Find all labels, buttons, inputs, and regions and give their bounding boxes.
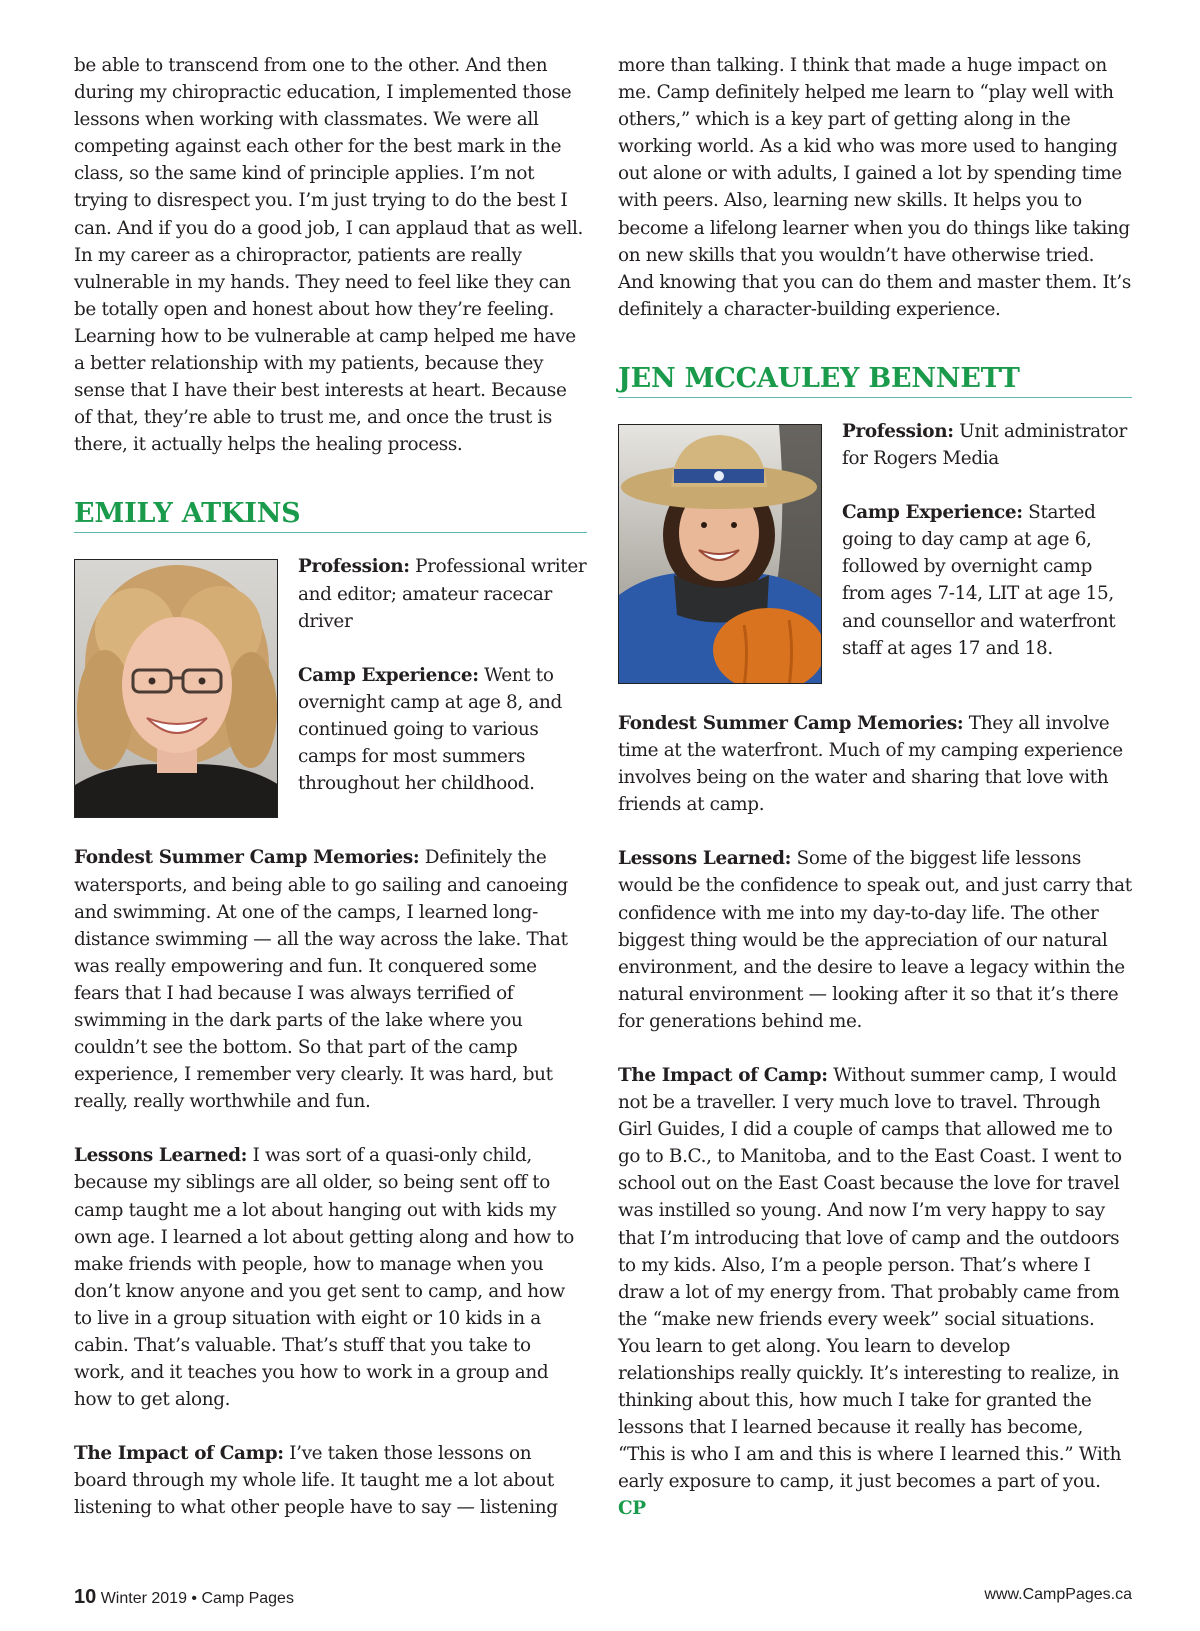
profile-heading-emily-atkins: EMILY ATKINS [74,497,587,533]
lessons-paragraph-jen [618,845,1132,1035]
profile-heading-jen-mccauley-bennett: JEN MCCAULEY BENNETT [618,362,1132,398]
profession-value: Unit administrator for Rogers Media [842,420,1127,470]
right-column [618,52,1132,1523]
portrait-illustration-jen [619,425,822,684]
lessons-label: Lessons Learned: [74,1145,248,1167]
profession-value: Professional writer and editor; amateur racecar driver [298,556,587,632]
left-column [74,52,587,1522]
camp-experience-label: Camp Experience: [842,502,1023,524]
camp-pages-end-mark: CP [618,1498,646,1520]
memories-text: They all involve time at the waterfront. Much of my camping experience involves being on the water and sharing that love with friends at camp. [618,712,1123,816]
memories-text: Definitely the watersports, and being able to go sailing and canoeing and swimming. At one of the camps, I learned long-distance swimming — all the way across the lake. That was really empowering and fun. It conquered some fears that I had because I was always terrified of swimming in the dark parts of the lake where you couldn’t see the bottom. So that part of the camp experience, I remember very clearly. It was hard, but really, really worthwhile and fun. [74,847,568,1113]
memories-paragraph-jen [618,710,1132,818]
lessons-paragraph-emily [74,1142,587,1413]
profile-bio-jen [618,420,1132,684]
profile-bio-emily [74,556,587,818]
bio-details-emily [298,553,587,818]
bio-details-jen [842,418,1132,684]
issue-label: Winter 2019 • Camp Pages [100,1590,294,1607]
profession-label: Profession: [298,556,410,578]
portrait-illustration-emily [75,560,278,818]
footer-issue-info [74,1586,294,1609]
memories-label: Fondest Summer Camp Memories: [618,712,964,734]
impact-label: The Impact of Camp: [74,1443,284,1465]
intro-paragraph: be able to transcend from one to the other. And then during my chiropractic education, I implemented those lessons when working with classmates. We were all competing against each other for the best mark in the class, so the same kind of principle applies. I’m not trying to disrespect you. I’m just trying to do the best I can. And if you do a good job, I can applaud that as well. In my career as a chiropractor, patients are really vulnerable in my hands. They need to feel like they can be totally open and honest about how they’re feeling. Learning how to be vulnerable at camp helped me have a better relationship with my patients, because they sense that I have their best interests at heart. Because of that, they’re able to trust me, and once the trust is there, it actually helps the healing process. [74,55,584,456]
memories-paragraph-emily [74,844,587,1115]
impact-label: The Impact of Camp: [618,1064,828,1086]
portrait-photo-emily [74,559,278,818]
footer-website[interactable]: www.CampPages.ca [984,1586,1132,1603]
camp-experience-label: Camp Experience: [298,664,479,686]
portrait-photo-jen [618,424,822,684]
lessons-text: Some of the biggest life lessons would be the confidence to speak out, and just carry that confidence with me into my day-to-day life. The other biggest thing would be the appreciation of our natural environment, and the desire to leave a legacy within the natural environment — looking after it so that it’s there for generations behind me. [618,848,1132,1032]
impact-text: Without summer camp, I would not be a traveller. I very much love to travel. Through Girl Guides, I did a couple of camps that allowed me to go to B.C., to Manitoba, and to the East Coast. I went to school out on the East Coast because the love for travel was instilled so young. And now I’m very happy to say that I’m introducing that love of camp and the outdoors to my kids. Also, I’m a people person. That’s where I draw a lot of my energy from. That probably came from the “make new friends every week” social situations. You learn to get along. You learn to develop relationships really quickly. It’s interesting to realize, in thinking about this, how much I take for granted the lessons that I learned because it really has become, “This is who I am and this is where I learned this.” With early exposure to camp, it just becomes a part of you. [618,1064,1122,1493]
impact-paragraph-jen [618,1062,1132,1523]
camp-experience-value: Went to overnight camp at age 8, and continued going to various camps for most summers throughout her childhood. [298,664,562,795]
impact-paragraph-emily [74,1440,587,1521]
camp-experience-value: Started going to day camp at age 6, followed by overnight camp from ages 7-14, LIT at age 15, and counsellor and waterfront staff at ages 17 and 18. [842,502,1116,659]
memories-label: Fondest Summer Camp Memories: [74,847,420,869]
profession-label: Profession: [842,420,954,442]
continued-paragraph: more than talking. I think that made a huge impact on me. Camp definitely helped me learn to “play well with others,” which is a key part of getting along in the working world. As a kid who was more used to hanging out alone or with adults, I gained a lot by spending time with peers. Also, learning new skills. It helps you to become a lifelong learner when you do things like taking on new skills that you wouldn’t have otherwise tried. And knowing that you can do them and master them. It’s definitely a character-building experience. [618,55,1131,320]
lessons-label: Lessons Learned: [618,848,792,870]
lessons-text: I was sort of a quasi-only child, because my siblings are all older, so being sent off to camp taught me a lot about hanging out with kids my own age. I learned a lot about getting along and how to make friends with people, how to manage when you don’t know anyone and you get sent to camp, and how to live in a group situation with eight or 10 kids in a cabin. That’s valuable. That’s stuff that you take to work, and it teaches you how to work in a group and how to get along. [74,1145,574,1411]
impact-text: I’ve taken those lessons on board through my whole life. It taught me a lot about listening to what other people have to say — listening [74,1443,558,1519]
page-number: 10 [74,1586,97,1608]
